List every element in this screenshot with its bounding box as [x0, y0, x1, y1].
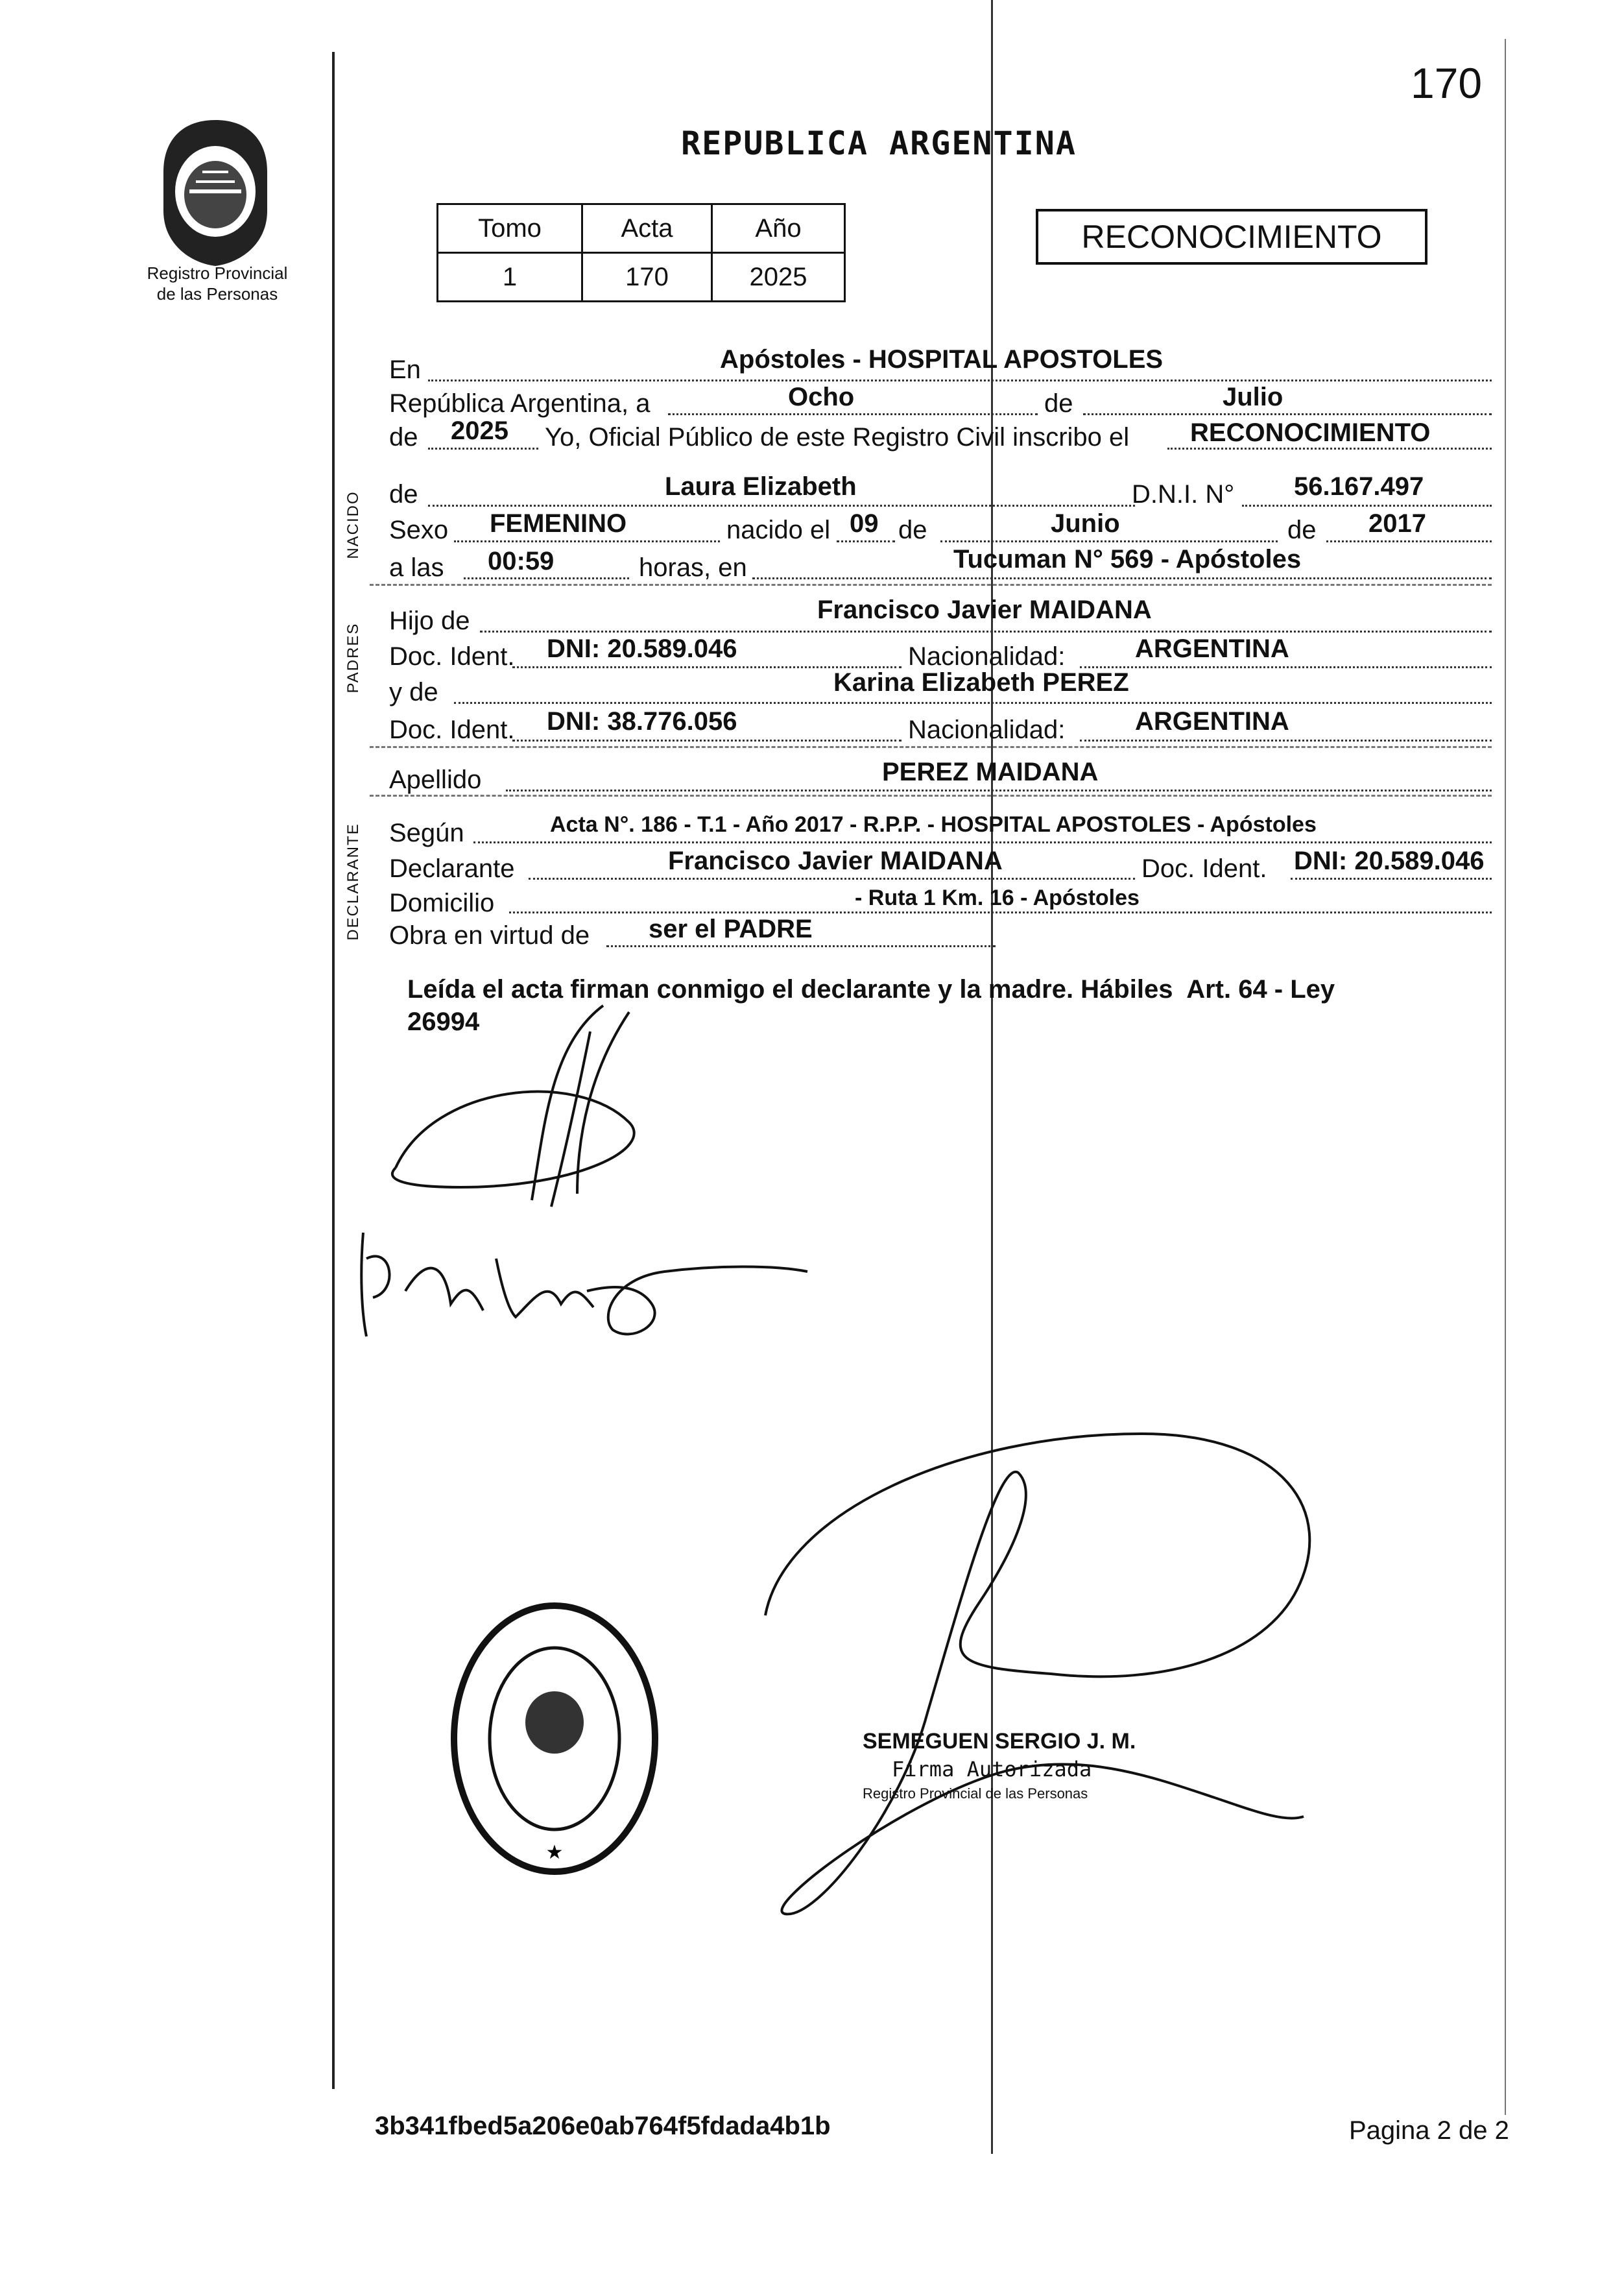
- closing-line1: Leída el acta firman conmigo el declarante y la madre. Hábiles Art. 64 - Ley: [407, 975, 1335, 1004]
- record-table: [436, 203, 846, 302]
- value-madre: Karina Elizabeth PEREZ: [833, 668, 1129, 697]
- value-segun: Acta N°. 186 - T.1 - Año 2017 - R.P.P. - HOSPITAL APOSTOLES - Apóstoles: [550, 812, 1317, 837]
- separator-2: [370, 746, 1492, 748]
- header-acta: Acta: [582, 204, 712, 253]
- label-apellido: Apellido: [389, 766, 482, 794]
- dots-anio: [428, 448, 538, 450]
- official-name: SEMEGUEN SERGIO J. M.: [863, 1729, 1136, 1754]
- value-anio-nac: 2017: [1368, 509, 1426, 538]
- document-hash: 3b341fbed5a206e0ab764f5fdada4b1b: [375, 2112, 831, 2140]
- page-number: 170: [1411, 59, 1483, 107]
- value-tomo: 1: [438, 253, 582, 302]
- province-seal-icon: [144, 114, 287, 269]
- side-label-padres: PADRES: [344, 622, 362, 694]
- value-anio: 2025: [451, 417, 508, 445]
- value-madre-nac: ARGENTINA: [1135, 707, 1289, 736]
- value-declarante: Francisco Javier MAIDANA: [668, 847, 1003, 875]
- value-dni: 56.167.497: [1294, 472, 1424, 501]
- label-yo: Yo, Oficial Público de este Registro Civil inscribo el: [545, 423, 1130, 452]
- dots-mes: [1083, 413, 1492, 415]
- label-nacionalidad2: Nacionalidad:: [908, 716, 1066, 744]
- label-segun: Según: [389, 819, 464, 847]
- official-block: [863, 1729, 1200, 1802]
- label-horas-en: horas, en: [639, 553, 747, 582]
- document-title: REPUBLICA ARGENTINA: [681, 125, 1077, 162]
- dots-dni: [1242, 505, 1492, 507]
- value-mes-nac: Junio: [1051, 509, 1120, 538]
- act-type-box: RECONOCIMIENTO: [1036, 209, 1427, 265]
- dots-madre-dni: [512, 740, 902, 742]
- dots-tipo: [1167, 448, 1492, 450]
- label-de-nombre: de: [389, 480, 418, 509]
- value-madre-dni: DNI: 38.776.056: [547, 707, 737, 736]
- value-hora: 00:59: [488, 547, 555, 575]
- label-dni: D.N.I. N°: [1132, 480, 1235, 509]
- label-domicilio: Domicilio: [389, 889, 495, 917]
- label-de2: de: [389, 423, 418, 452]
- label-declarante: Declarante: [389, 854, 515, 883]
- value-dia: Ocho: [788, 383, 855, 411]
- dots-madre: [454, 702, 1492, 704]
- value-declarante-dni: DNI: 20.589.046: [1294, 847, 1485, 875]
- signature-official: [746, 1408, 1368, 1927]
- side-label-declarante: DECLARANTE: [344, 823, 362, 941]
- value-padre: Francisco Javier MAIDANA: [817, 596, 1152, 624]
- value-nombre: Laura Elizabeth: [665, 472, 857, 501]
- label-nacido-el: nacido el: [726, 516, 831, 544]
- label-doc-ident2: Doc. Ident.: [389, 716, 515, 744]
- value-domicilio: - Ruta 1 Km. 16 - Apóstoles: [855, 886, 1140, 910]
- header-anio: Año: [712, 204, 845, 253]
- logo-caption: [123, 263, 311, 304]
- official-role: Firma Autorizada: [892, 1757, 1092, 1781]
- record-table-value-row: [438, 253, 845, 302]
- value-padre-nac: ARGENTINA: [1135, 634, 1289, 663]
- signature-declarant: [383, 993, 746, 1252]
- value-lugar-nac: Tucuman N° 569 - Apóstoles: [953, 545, 1302, 574]
- value-obra: ser el PADRE: [649, 915, 813, 943]
- signature-mother: [353, 1220, 820, 1349]
- dots-lugar-nac: [752, 577, 1492, 579]
- dots-mes-nac: [940, 540, 1278, 542]
- separator-1: [370, 584, 1492, 586]
- left-margin-line: [332, 52, 335, 2089]
- label-a-las: a las: [389, 553, 444, 582]
- value-anio: 2025: [712, 253, 845, 302]
- dots-segun: [473, 841, 1492, 843]
- logo-caption-line1: Registro Provincial: [147, 263, 288, 283]
- dots-dia: [668, 413, 1038, 415]
- value-sexo: FEMENINO: [490, 509, 627, 538]
- dots-apellido: [506, 790, 1492, 791]
- dots-padre: [480, 631, 1492, 633]
- dots-dia-nac: [837, 540, 895, 542]
- pagination: Pagina 2 de 2: [1349, 2116, 1509, 2145]
- dots-sexo: [454, 540, 720, 542]
- stamp-seal-icon: [448, 1599, 662, 1878]
- closing-line2: 26994: [407, 1008, 480, 1036]
- label-de-anio: de: [1287, 516, 1317, 544]
- dots-obra: [606, 945, 996, 947]
- dots-en: [428, 380, 1492, 381]
- value-dia-nac: 09: [850, 509, 879, 538]
- dots-declarante: [529, 878, 1135, 880]
- value-acta: 170: [582, 253, 712, 302]
- dots-nombre: [428, 505, 1135, 507]
- dots-madre-nac: [1080, 740, 1492, 742]
- value-lugar: Apóstoles - HOSPITAL APOSTOLES: [720, 345, 1164, 374]
- dots-padre-nac: [1080, 666, 1492, 668]
- label-de-mes: de: [898, 516, 927, 544]
- record-table-header-row: [438, 204, 845, 253]
- label-nacionalidad: Nacionalidad:: [908, 642, 1066, 671]
- dots-domicilio: [509, 912, 1492, 913]
- label-hijo-de: Hijo de: [389, 607, 470, 635]
- official-stamp: [448, 1599, 662, 1878]
- value-tipo: RECONOCIMIENTO: [1190, 418, 1431, 447]
- label-en: En: [389, 356, 421, 384]
- logo-caption-line2: de las Personas: [156, 284, 278, 304]
- province-logo: [144, 114, 287, 269]
- separator-3: [370, 795, 1492, 797]
- dots-declarante-dni: [1291, 878, 1492, 880]
- label-doc-ident3: Doc. Ident.: [1141, 854, 1267, 883]
- header-tomo: Tomo: [438, 204, 582, 253]
- dots-anio-nac: [1326, 540, 1492, 542]
- right-edge-line: [1505, 39, 1506, 2115]
- value-mes: Julio: [1223, 383, 1284, 411]
- dots-hora: [464, 577, 629, 579]
- official-org: Registro Provincial de las Personas: [863, 1785, 1088, 1802]
- label-obra: Obra en virtud de: [389, 921, 590, 950]
- label-sexo: Sexo: [389, 516, 449, 544]
- label-republica: República Argentina, a: [389, 389, 651, 418]
- label-doc-ident: Doc. Ident.: [389, 642, 515, 671]
- label-y-de: y de: [389, 678, 438, 706]
- value-apellido: PEREZ MAIDANA: [882, 758, 1099, 786]
- svg-text:★: ★: [545, 1841, 564, 1864]
- label-de: de: [1044, 389, 1073, 418]
- value-padre-dni: DNI: 20.589.046: [547, 634, 737, 663]
- side-label-nacido: NACIDO: [344, 490, 362, 559]
